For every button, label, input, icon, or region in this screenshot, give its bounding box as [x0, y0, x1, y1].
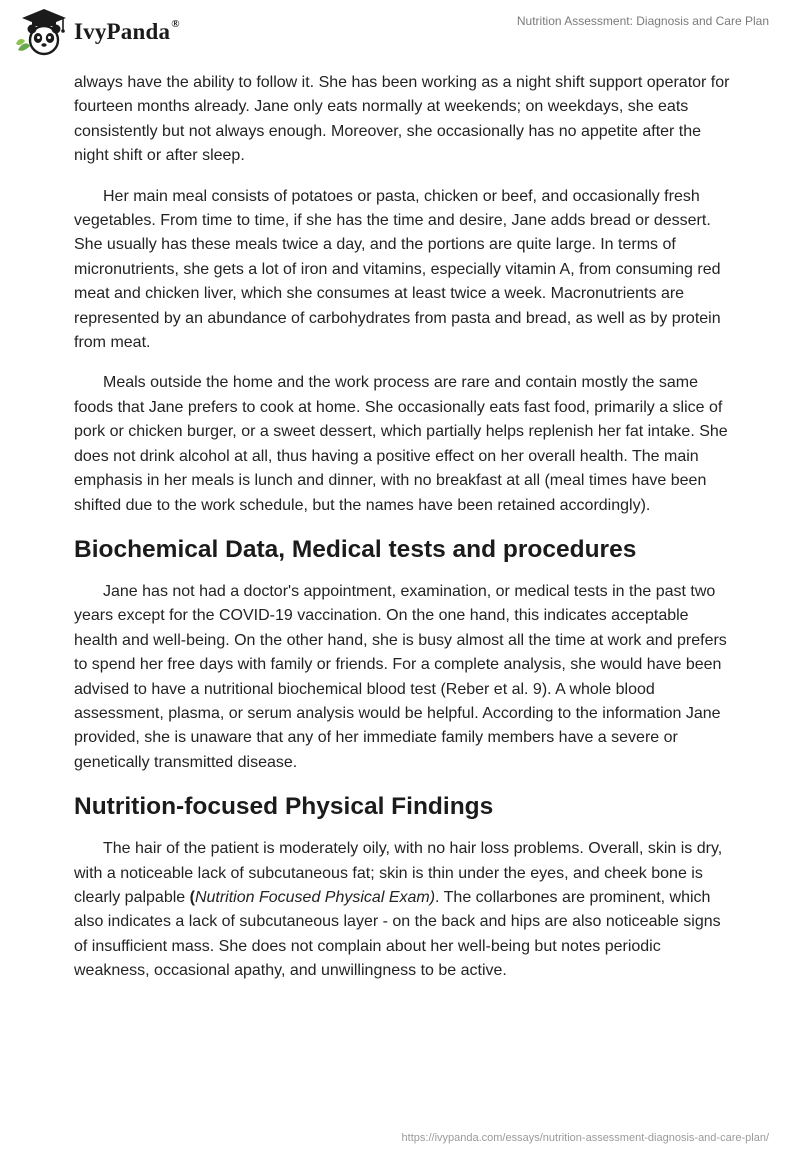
source-url[interactable]: https://ivypanda.com/essays/nutrition-assessment-diagnosis-and-care-plan/ [401, 1132, 769, 1144]
physical-findings-text-a: The hair of the patient is moderately oily, with no hair loss problems. Overall, skin is dry, with a noticeable lack of subcutaneous fat; skin is thin under the eyes, and cheek bone is clearly palpable [74, 840, 723, 906]
page-header [0, 0, 800, 66]
brand-name: IvyPanda® [74, 18, 180, 44]
physical-findings-text-b: . The collarbones are prominent, which also indicates a lack of subcutaneous layer - on the back and hips are also noticeable signs of insufficient mass. She does not complain about her well-being but notes periodic weakness, occasional apathy, and unwillingness to be active. [74, 888, 721, 980]
paragraph-continuation: always have the ability to follow it. She has been working as a night shift support operator for fourteen months already. Jane only eats normally at weekends; on weekdays, she eats consistently but not always enough. Moreover, she occasionally has no appetite after the night shift or after sleep. [74, 74, 730, 165]
citation-nutrition-exam: Nutrition Focused Physical Exam) [194, 888, 436, 906]
heading-physical-findings: Nutrition-focused Physical Findings [74, 793, 494, 821]
paragraph-physical-findings [74, 837, 730, 983]
brand-logo[interactable] [14, 6, 180, 58]
registered-mark: ® [171, 18, 180, 31]
paragraph-main-meal: Her main meal consists of potatoes or pasta, chicken or beef, and occasionally fresh vegetables. From time to time, if she has the time and desire, Jane adds bread or dessert. She usually has these meals twice a day, and the portions are quite large. In terms of micronutrients, she gets a lot of iron and vitamins, especially vitamin A, from consuming red meat and chicken liver, which she consumes at least twice a week. Macronutrients are represented by an abundance of carbohydrates from pasta and bread, as well as by protein from meat. [74, 187, 721, 352]
citation-open-paren: ( [189, 888, 195, 906]
paragraph-meals-outside: Meals outside the home and the work process are rare and contain mostly the same foods that Jane prefers to cook at home. She occasionally eats fast food, primarily a slice of pork or chicken burger, or a sweet dessert, which partially helps replenish her fat intake. She does not drink alcohol at all, thus having a positive effect on her overall health. The main emphasis in her meals is lunch and dinner, with no breakfast at all (meal times have been shifted due to the work schedule, but the names have been retained accordingly). [74, 374, 728, 514]
heading-biochemical-data: Biochemical Data, Medical tests and procedures [74, 535, 637, 563]
essay-content [74, 71, 730, 1000]
paragraph-biochemical: Jane has not had a doctor's appointment, examination, or medical tests in the past two years except for the COVID-19 vaccination. On the one hand, this indicates acceptable health and well-being. On the other hand, she is busy almost all the time at work and prefers to spend her free days with family or friends. For a complete analysis, she would have been advised to have a nutritional biochemical blood test (Reber et al. 9). A whole blood assessment, plasma, or serum analysis would be helpful. According to the information Jane provided, she is unaware that any of her immediate family members have a severe or genetically transmitted disease. [74, 582, 727, 771]
document-title: Nutrition Assessment: Diagnosis and Care Plan [516, 14, 769, 28]
panda-graduate-logo-icon [14, 6, 70, 58]
